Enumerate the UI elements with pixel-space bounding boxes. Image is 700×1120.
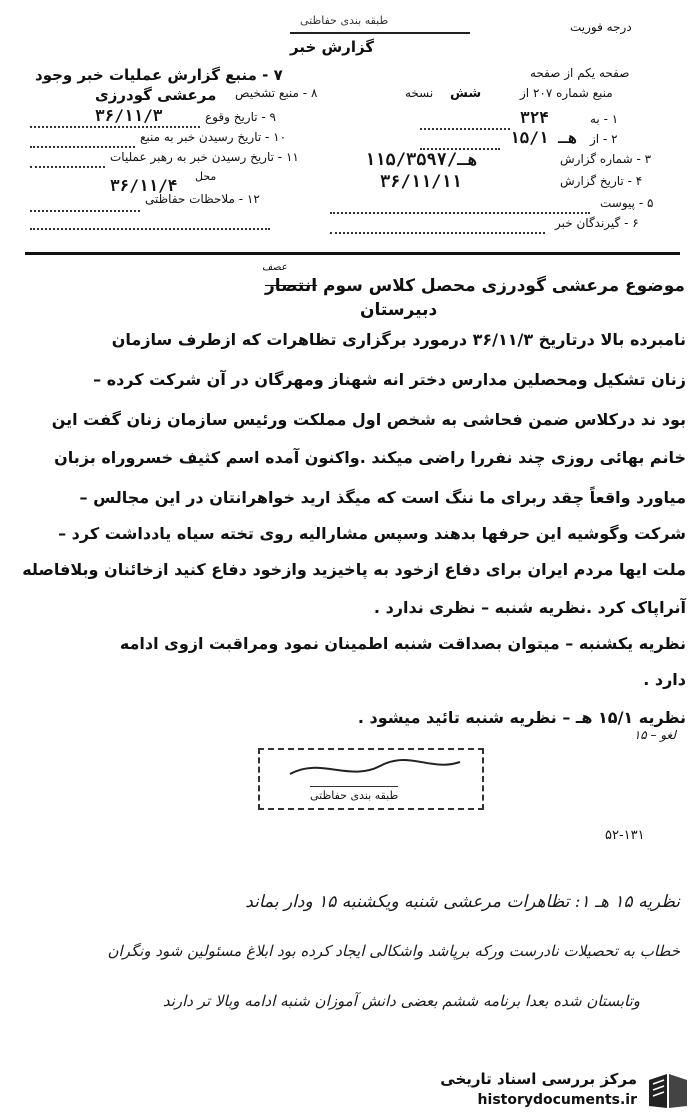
header-separator <box>25 252 680 255</box>
section-8-label: ۸ - منبع تشخیص <box>235 86 318 100</box>
body-line: نامبرده بالا درتاریخ ۳۶/۱۱/۳ درمورد برگزاری تظاهرات که ازطرف سازمان <box>111 330 686 349</box>
field-4-label: ۴ - تاریخ گزارش <box>560 174 643 188</box>
body-line: نظریه یکشنبه – میتوان بصداقت شنبه اطمینان نمود ومراقبت ازوی ادامه <box>119 634 686 653</box>
field-place-value: ۳۶/۱۱/۴ <box>110 176 178 195</box>
watermark-title: مرکز بررسی اسناد تاریخی <box>440 1070 637 1088</box>
stamp-classification: طبقه بندی حفاظتی <box>310 786 398 802</box>
reference-number: ۵۲-۱۳۱ <box>605 828 645 843</box>
body-line: شرکت وگوشیه این حرفها بدهند وسپس مشارالیه روی تخته سیاه یادداشت کرد – <box>58 524 686 543</box>
section-8-value: مرعشی گودرزی <box>95 86 217 104</box>
conclusion-line: نظریه ۱۵/۱ هـ – نظریه شنبه تائید میشود . <box>357 708 686 727</box>
body-line: ملت ایها مردم ایران برای دفاع ازخود به پاخیزید وازخود دفاع کنید ازخائنان وبلافاصله <box>22 560 686 579</box>
field-9-value: ۳۶/۱۱/۳ <box>95 106 163 125</box>
body-line: خانم بهائی روزی چند نفررا راضی میکند .واکنون آمده اسم کثیف خسروراه بزبان <box>54 448 686 467</box>
field-12-label: ۱۲ - ملاحظات حفاظتی <box>145 192 260 206</box>
handwritten-line: نظریه ۱۵ هـ ۱: تظاهرات مرعشی شنبه ویکشنبه ۱۵ ودار بماند <box>245 892 680 912</box>
section-7: ۷ - منبع گزارش عملیات خبر وجود <box>35 66 283 84</box>
priority-label: درجه فوریت <box>570 20 632 34</box>
subject-line <box>265 276 685 296</box>
field-2-value: ۱۵/۱ هـ <box>510 128 578 147</box>
book-logo-icon <box>645 1070 691 1112</box>
field-10-label: ۱۰ - تاریخ رسیدن خبر به منبع <box>140 130 287 144</box>
body-line: آنراپاک کرد .نظریه شنبه – نظری ندارد . <box>373 598 686 617</box>
field-4-value: ۳۶/۱۱/۱۱ <box>380 172 462 192</box>
body-line: دارد . <box>643 670 686 689</box>
from-value: شش <box>450 86 482 101</box>
body-line: زنان تشکیل ومحصلین مدارس دختر انه شهناز ومهرگان در آن شرکت کرده – <box>93 370 686 389</box>
copies-label: نسخه <box>405 86 434 100</box>
header-rule <box>290 32 470 34</box>
field-9-label: ۹ - تاریخ وقوع <box>205 110 276 124</box>
handwritten-line: وتابستان شده بعدا برنامه ششم بعضی دانش آموزان شنبه ادامه وبالا تر دارند <box>162 992 640 1010</box>
conclusion-note: لغو – ۱۵ <box>633 728 676 742</box>
field-3-label: ۳ - شماره گزارش <box>560 152 652 166</box>
subject-line-2: دبیرستان <box>360 300 438 320</box>
page-info: صفحه یکم از صفحه <box>530 66 630 80</box>
field-6-label: ۶ - گیرندگان خبر <box>555 216 639 230</box>
field-place-label: محل <box>195 170 217 183</box>
report-title: گزارش خبر <box>290 38 375 56</box>
watermark <box>400 1068 695 1114</box>
handwritten-line: خطاب به تحصیلات نادرست ورکه برپاشد واشکالی ایجاد کرده بود ابلاغ مسئولین شود ونگران <box>107 942 680 960</box>
field-3-value: ۱هـ/۱۵/۳۵۹۷ <box>365 150 478 170</box>
field-1-label: ۱ - به <box>590 112 619 126</box>
field-5-label: ۵ - پیوست <box>600 196 654 210</box>
subject-strike: انتصار <box>265 276 318 296</box>
body-line: میاورد واقعاً چقد ربرای ما ننگ است که میگذ ارید خواهرانتان در این مجالس – <box>79 488 686 507</box>
field-2-label: ۲ - از <box>590 132 618 146</box>
classification-stamp <box>258 748 484 810</box>
subject-correction: عصف <box>262 262 287 273</box>
body-line: بود ند درکلاس ضمن فحاشی به شخص اول مملکت ورئیس سازمان زنان گفت این <box>51 410 686 429</box>
signature-scribble <box>260 752 482 784</box>
field-11-label: ۱۱ - تاریخ رسیدن خبر به رهبر عملیات <box>110 150 299 164</box>
watermark-url: historydocuments.ir <box>477 1092 637 1108</box>
from-line: منبع شماره ۲۰۷ از <box>520 86 613 100</box>
subject-text: موضوع مرعشی گودرزی محصل کلاس سوم <box>323 276 685 296</box>
field-1-value: ۳۲۴ <box>520 108 549 127</box>
classification-top: طبقه بندی حفاظتی <box>300 14 389 27</box>
